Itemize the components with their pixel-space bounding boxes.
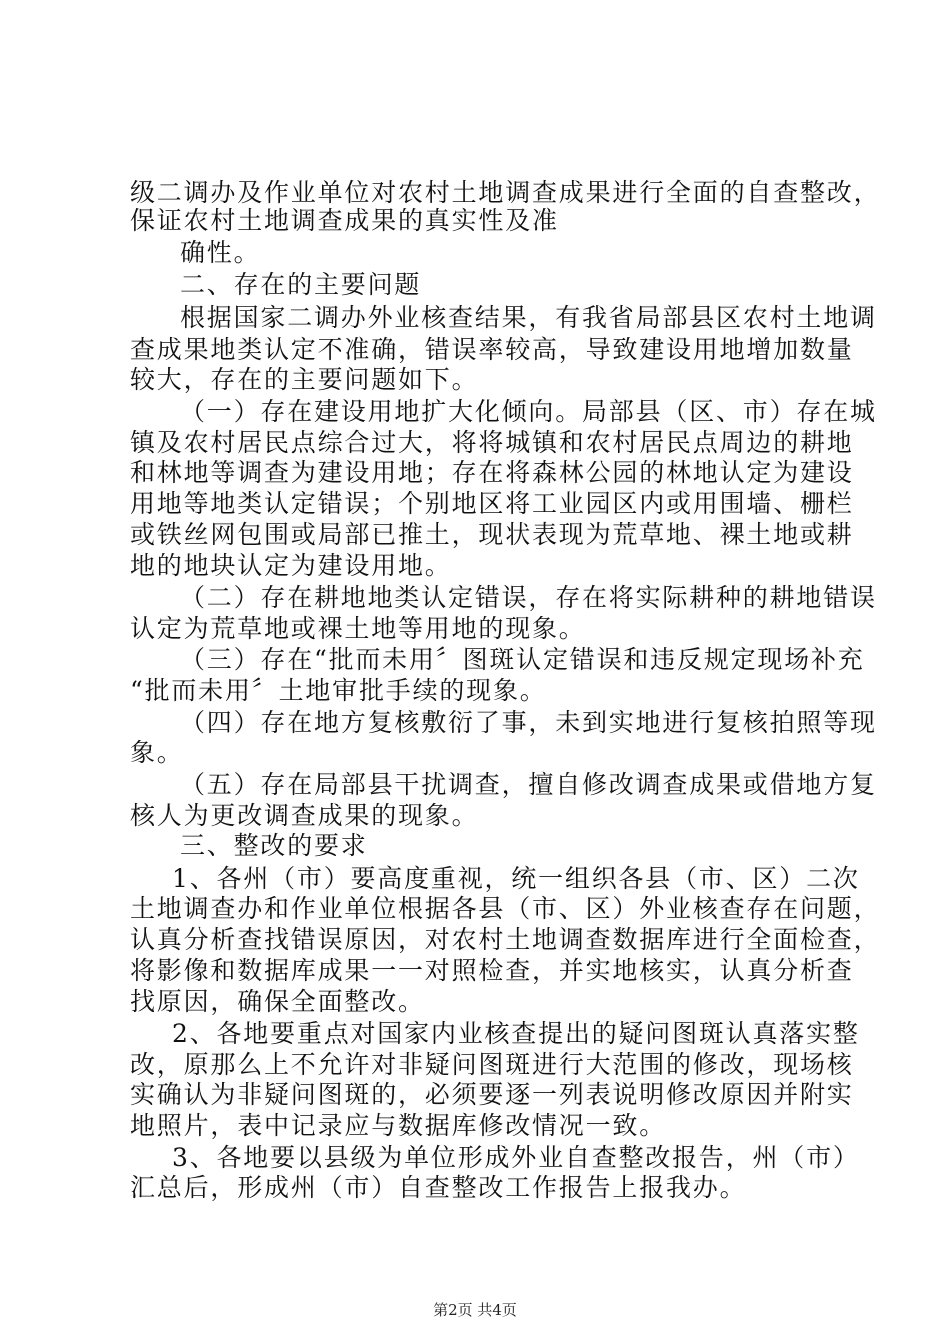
- text-line: 用地等地类认定错误；个别地区将工业园区内或用围墙、栅栏: [130, 489, 854, 518]
- text-line: 认定为荒草地或裸土地等用地的现象。: [130, 614, 586, 643]
- text-line: 3、各地要以县级为单位形成外业自查整改报告，州（市）: [172, 1143, 860, 1172]
- text-line: 改，原那么上不允许对非疑问图斑进行大范围的修改，现场核: [130, 1050, 854, 1079]
- text-line: “批而未用〞土地审批手续的现象。: [130, 676, 547, 705]
- text-line: （一）存在建设用地扩大化倾向。局部县（区、市）存在城: [180, 397, 877, 426]
- text-line: 或铁丝网包围或局部已推土，现状表现为荒草地、裸土地或耕: [130, 520, 854, 549]
- text-line: 将影像和数据库成果一一对照检查，并实地核实，认真分析查: [130, 956, 854, 985]
- text-line: （五）存在局部县干扰调查，擅自修改调查成果或借地方复: [180, 770, 877, 799]
- text-line: 实确认为非疑问图斑的，必须要逐一列表说明修改原因并附实: [130, 1080, 854, 1109]
- page-footer: 第2页 共4页: [433, 1301, 517, 1319]
- text-line: （三）存在“批而未用〞图斑认定错误和违反规定现场补充: [180, 645, 865, 674]
- section-heading: 三、整改的要求: [180, 831, 368, 860]
- text-line: 镇及农村居民点综合过大，将将城镇和农村居民点周边的耕地: [130, 428, 854, 457]
- text-line: 根据国家二调办外业核查结果，有我省局部县区农村土地调: [180, 303, 877, 332]
- text-line: 1、各州（市）要高度重视，统一组织各县（市、区）二次: [172, 864, 860, 893]
- text-line: 级二调办及作业单位对农村土地调查成果进行全面的自查整改，: [130, 178, 881, 207]
- text-line: 确性。: [180, 238, 261, 267]
- text-line: 地的地块认定为建设用地。: [130, 551, 452, 580]
- text-line: （四）存在地方复核敷衍了事，未到实地进行复核拍照等现: [180, 708, 877, 737]
- text-line: 保证农村土地调查成果的真实性及准: [130, 206, 559, 235]
- section-heading: 二、存在的主要问题: [180, 270, 422, 299]
- text-line: 找原因，确保全面整改。: [130, 987, 425, 1016]
- text-line: 汇总后，形成州（市）自查整改工作报告上报我办。: [130, 1173, 747, 1202]
- text-line: 地照片，表中记录应与数据库修改情况一致。: [130, 1111, 667, 1140]
- text-line: （二）存在耕地地类认定错误，存在将实际耕种的耕地错误: [180, 583, 877, 612]
- text-line: 和林地等调查为建设用地；存在将森林公园的林地认定为建设: [130, 458, 854, 487]
- text-line: 土地调查办和作业单位根据各县（市、区）外业核查存在问题，: [130, 894, 881, 923]
- text-line: 查成果地类认定不准确，错误率较高，导致建设用地增加数量: [130, 335, 854, 364]
- text-line: 认真分析查找错误原因，对农村土地调查数据库进行全面检查，: [130, 925, 881, 954]
- text-line: 核人为更改调查成果的现象。: [130, 801, 479, 830]
- text-line: 2、各地要重点对国家内业核查提出的疑问图斑认真落实整: [172, 1019, 860, 1048]
- text-line: 较大，存在的主要问题如下。: [130, 365, 479, 394]
- text-line: 象。: [130, 738, 184, 767]
